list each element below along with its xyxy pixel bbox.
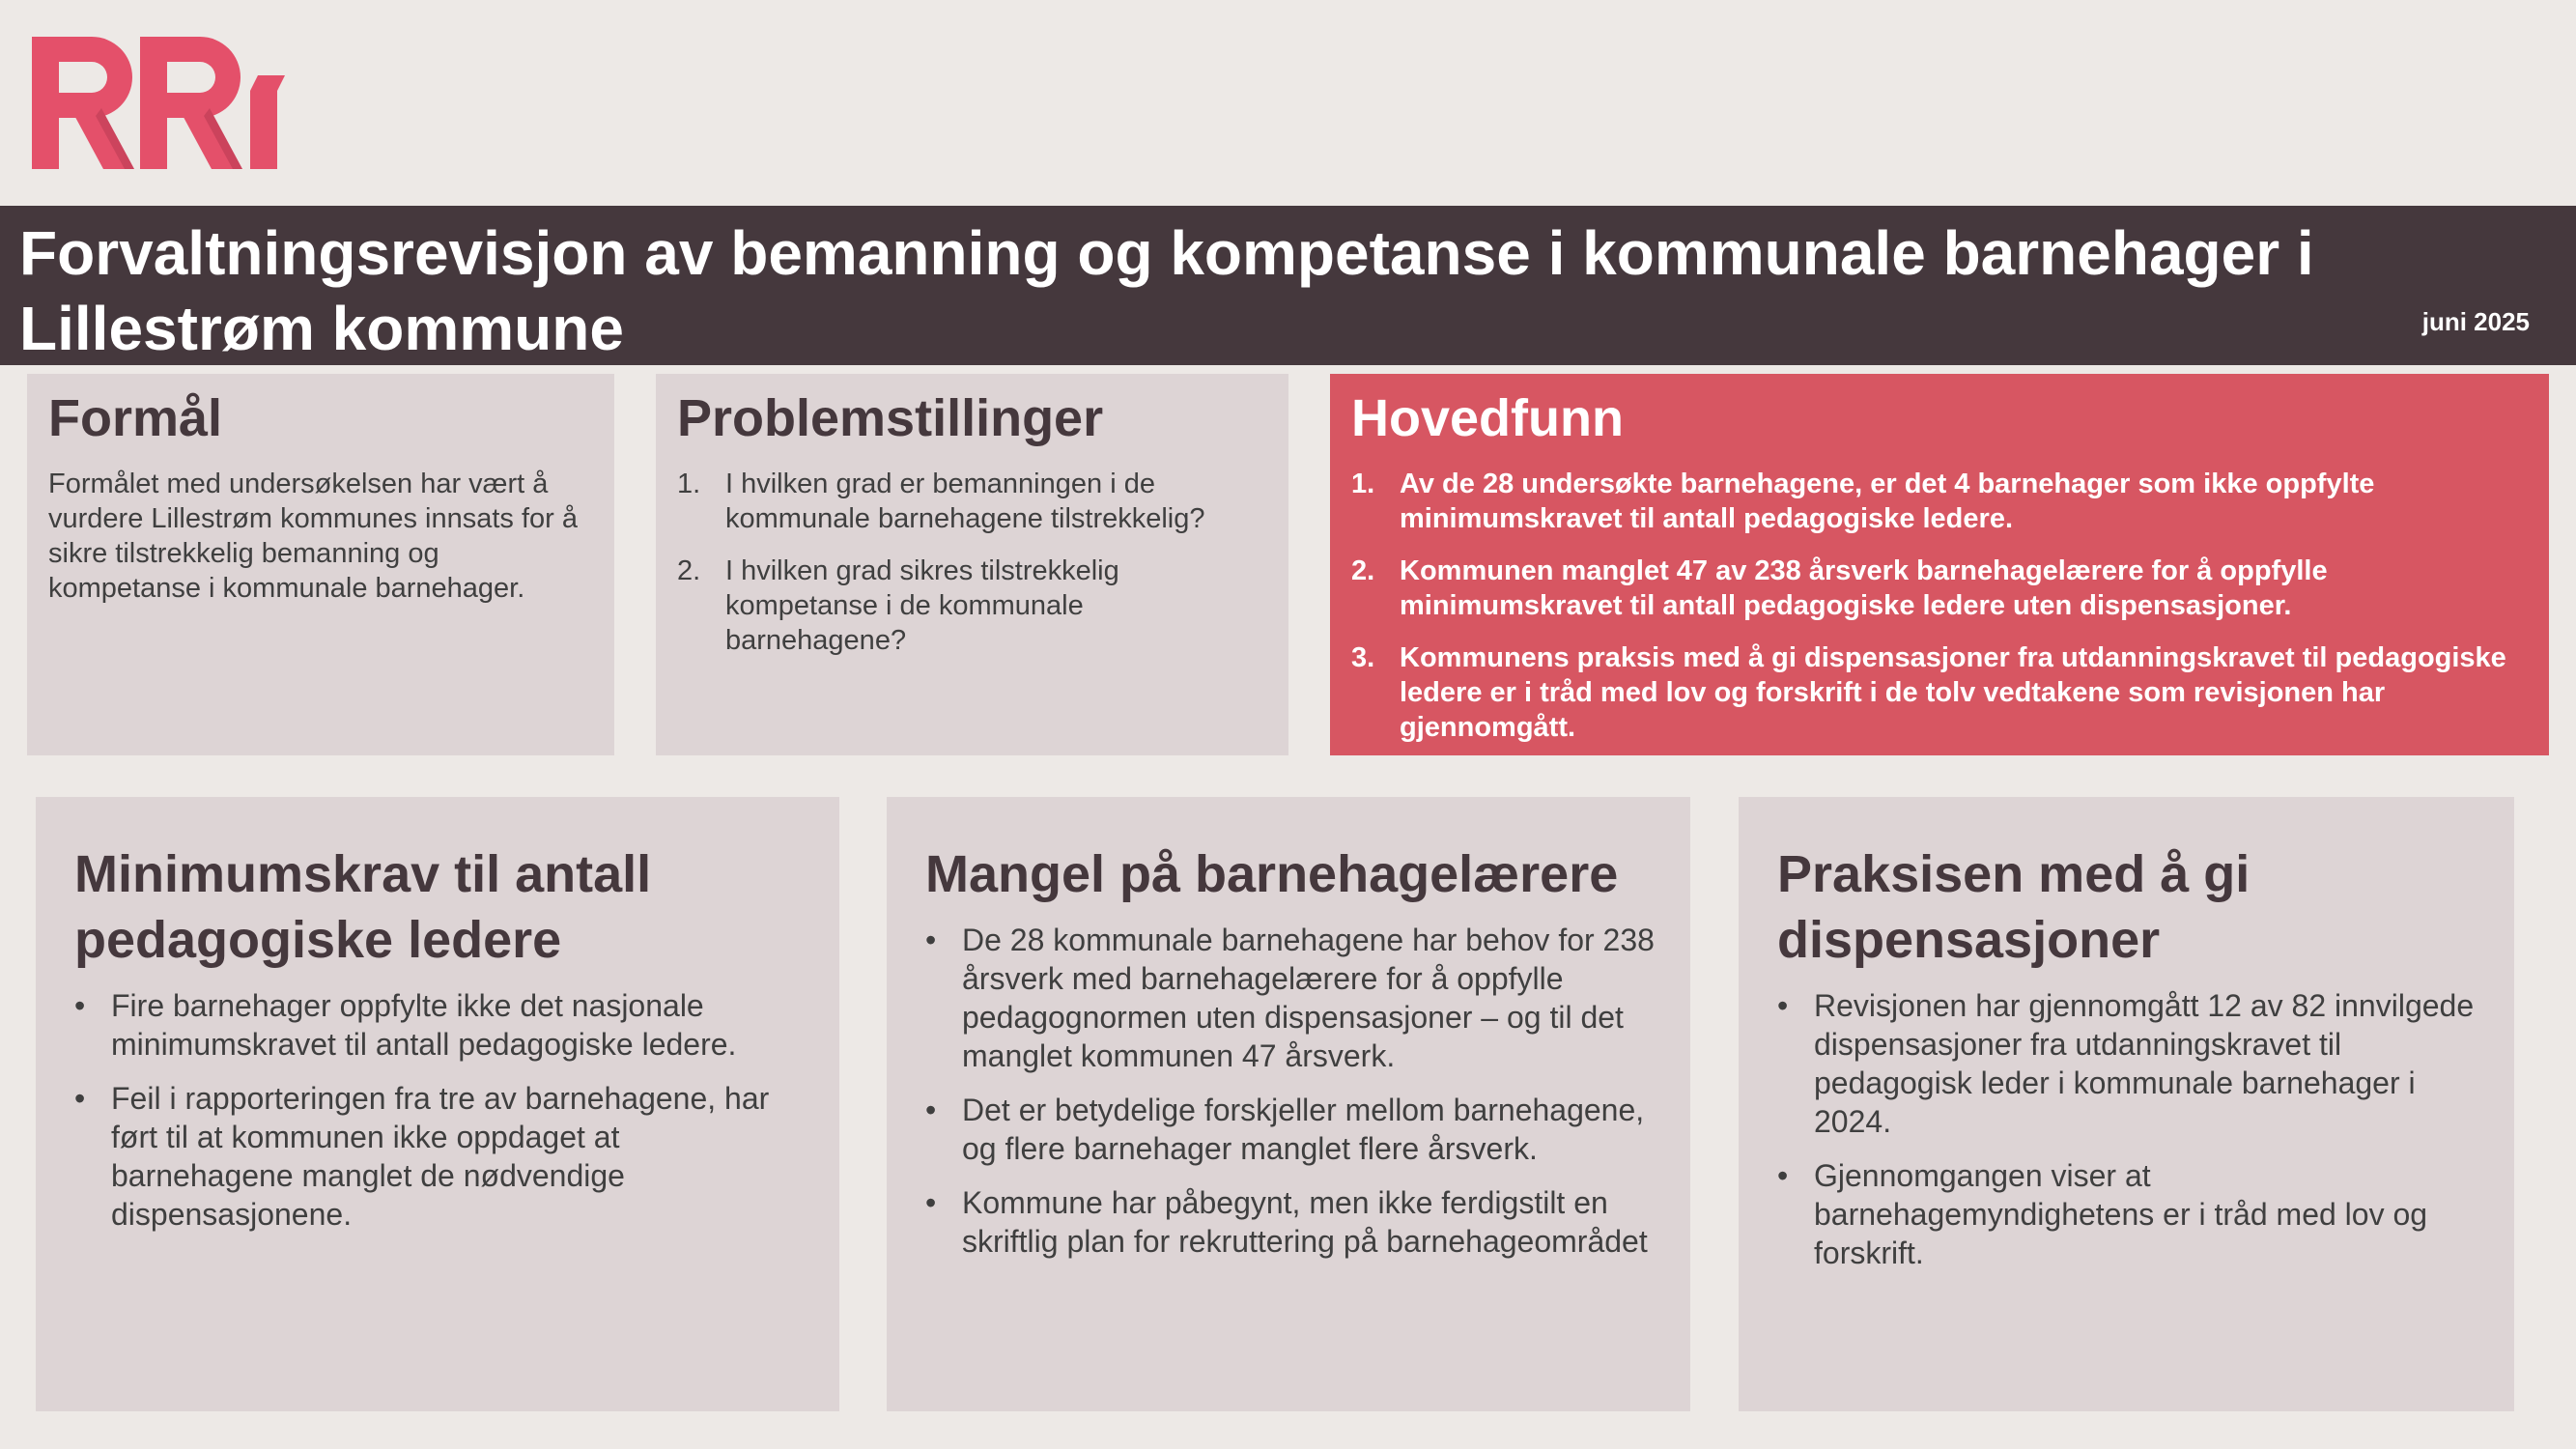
praksisen-list	[1777, 986, 2493, 1272]
problemstillinger-card	[656, 374, 1288, 755]
bullet-icon: •	[925, 1185, 937, 1220]
list-item	[677, 467, 1267, 536]
list-item	[925, 1091, 1673, 1168]
item-number: 3.	[1351, 642, 1375, 673]
list-item	[74, 986, 803, 1064]
item-text: Kommune har påbegynt, men ikke ferdigstilt en skriftlig plan for rekruttering på barnehageområdet	[962, 1185, 1648, 1259]
item-text: I hvilken grad er bemanningen i de kommunale barnehagene tilstrekkelig?	[725, 469, 1205, 534]
bullet-icon: •	[1777, 1158, 1789, 1193]
item-number: 2.	[1351, 555, 1375, 586]
list-item	[1351, 467, 2528, 536]
formal-text: Formålet med undersøkelsen har vært å vurdere Lillestrøm kommunes innsats for å sikre tilstrekkelig bemanning og kompetanse i kommunale barnehager.	[48, 469, 578, 604]
report-date: juni 2025	[2421, 307, 2530, 336]
item-text: Gjennomgangen viser at barnehagemyndighetens er i tråd med lov og forskrift.	[1814, 1158, 2428, 1270]
minimumskrav-card	[36, 797, 839, 1411]
item-text: Feil i rapporteringen fra tre av barnehagene, har ført til at kommunen ikke oppdaget at barnehagene manglet de nødvendige dispensasjonene.	[111, 1081, 770, 1232]
item-text: Kommunens praksis med å gi dispensasjoner fra utdanningskravet til pedagogiske ledere er i tråd med lov og forskrift i de tolv vedtakene som revisjonen har gjennomgått.	[1400, 642, 2506, 743]
page-title: Forvaltningsrevisjon av bemanning og kompetanse i kommunale barnehager i Lillestrøm kommune	[19, 218, 2314, 363]
formal-card	[27, 374, 614, 755]
list-item	[1351, 554, 2528, 623]
mangel-card	[887, 797, 1690, 1411]
bullet-icon: •	[74, 988, 86, 1023]
list-item	[1351, 640, 2528, 745]
formal-heading: Formål	[48, 389, 223, 447]
list-item	[1777, 986, 2493, 1141]
item-text: Kommunen manglet 47 av 238 årsverk barnehagelærere for å oppfylle minimumskravet til antall pedagogiske ledere uten dispensasjoner.	[1400, 555, 2328, 621]
item-number: 2.	[677, 555, 701, 586]
title-bar	[0, 206, 2576, 365]
item-text: De 28 kommunale barnehagene har behov for 238 årsverk med barnehagelærere for å oppfylle pedagognormen uten dispensasjoner – og til det manglet kommunen 47 årsverk.	[962, 923, 1655, 1073]
praksisen-heading: Praksisen med å gi dispensasjoner	[1777, 845, 2250, 969]
item-text: Av de 28 undersøkte barnehagene, er det 4 barnehager som ikke oppfylte minimumskravet til antall pedagogiske ledere.	[1400, 469, 2375, 534]
mangel-heading: Mangel på barnehagelærere	[925, 845, 1619, 903]
item-number: 1.	[677, 469, 701, 499]
problemstillinger-heading: Problemstillinger	[677, 389, 1104, 447]
list-item	[925, 1183, 1673, 1261]
bullet-icon: •	[925, 1093, 937, 1127]
hovedfunn-heading: Hovedfunn	[1351, 389, 1624, 447]
item-text: Fire barnehager oppfylte ikke det nasjonale minimumskravet til antall pedagogiske ledere.	[111, 988, 737, 1062]
bullet-icon: •	[74, 1081, 86, 1116]
hovedfunn-list	[1351, 467, 2528, 745]
bullet-icon: •	[1777, 988, 1789, 1023]
item-text: I hvilken grad sikres tilstrekkelig kompetanse i de kommunale barnehagene?	[725, 555, 1119, 656]
hovedfunn-card	[1330, 374, 2549, 755]
item-text: Revisjonen har gjennomgått 12 av 82 innvilgede dispensasjoner fra utdanningskravet til pedagogisk leder i kommunale barnehager i 2024.	[1814, 988, 2475, 1139]
item-text: Det er betydelige forskjeller mellom barnehagene, og flere barnehager manglet flere årsverk.	[962, 1093, 1645, 1166]
item-number: 1.	[1351, 469, 1375, 499]
mangel-list	[925, 921, 1673, 1261]
list-item	[74, 1079, 803, 1234]
list-item	[677, 554, 1267, 658]
bullet-icon: •	[925, 923, 937, 957]
praksisen-card	[1739, 797, 2514, 1411]
problemstillinger-list	[677, 467, 1267, 658]
minimumskrav-heading: Minimumskrav til antall pedagogiske ledere	[74, 845, 652, 969]
list-item	[925, 921, 1673, 1075]
rri-logo	[32, 27, 297, 172]
minimumskrav-list	[74, 986, 803, 1234]
list-item	[1777, 1156, 2493, 1272]
